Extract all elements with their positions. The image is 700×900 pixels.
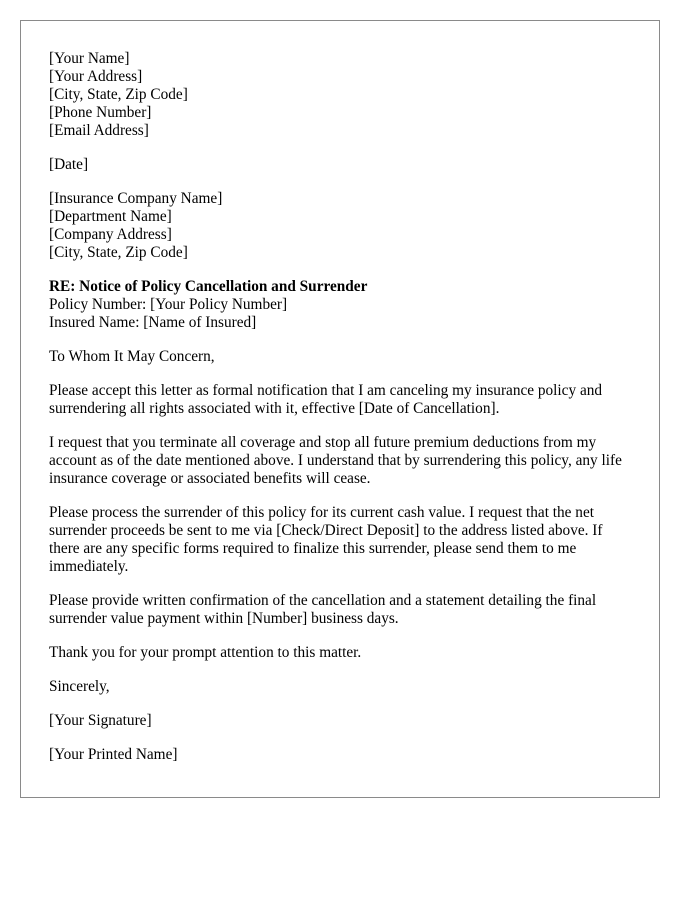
body-paragraph-2: I request that you terminate all coverage and stop all future premium deductions from my account as of the date mentioned above. I understand that by surrendering this policy, any life insurance coverage or associated benefits will cease.: [49, 434, 622, 487]
sender-name: [Your Name]: [49, 50, 130, 67]
salutation: To Whom It May Concern,: [49, 348, 215, 365]
subject-line: RE: Notice of Policy Cancellation and Surrender: [49, 278, 368, 295]
recipient-company: [Insurance Company Name]: [49, 190, 223, 207]
printed-name: [Your Printed Name]: [49, 746, 178, 763]
sender-city-state-zip: [City, State, Zip Code]: [49, 86, 188, 103]
body-paragraph-3: Please process the surrender of this policy for its current cash value. I request that the net surrender proceeds be sent to me via [Check/Direct Deposit] to the address listed above. If there are any specific forms required to finalize this surrender, please send them to me immediately.: [49, 504, 603, 575]
sender-block: [49, 50, 631, 140]
signature: [Your Signature]: [49, 712, 152, 729]
recipient-city-state-zip: [City, State, Zip Code]: [49, 244, 188, 261]
sender-address: [Your Address]: [49, 68, 143, 85]
recipient-department: [Department Name]: [49, 208, 172, 225]
closing: Sincerely,: [49, 678, 110, 695]
recipient-address: [Company Address]: [49, 226, 172, 243]
body-paragraph-5: Thank you for your prompt attention to this matter.: [49, 644, 362, 661]
sender-phone: [Phone Number]: [49, 104, 152, 121]
body-paragraph-1: Please accept this letter as formal notification that I am canceling my insurance policy and surrendering all rights associated with it, effective [Date of Cancellation].: [49, 382, 603, 417]
date-block: [49, 156, 631, 174]
recipient-block: [49, 190, 631, 262]
sender-email: [Email Address]: [49, 122, 149, 139]
subject-block: [49, 278, 631, 332]
body-paragraph-4: Please provide written confirmation of the cancellation and a statement detailing the final surrender value payment within [Number] business days.: [49, 592, 597, 627]
policy-number: Policy Number: [Your Policy Number]: [49, 296, 288, 313]
letter-date: [Date]: [49, 156, 89, 173]
insured-name: Insured Name: [Name of Insured]: [49, 314, 257, 331]
letter-page: [20, 20, 660, 798]
